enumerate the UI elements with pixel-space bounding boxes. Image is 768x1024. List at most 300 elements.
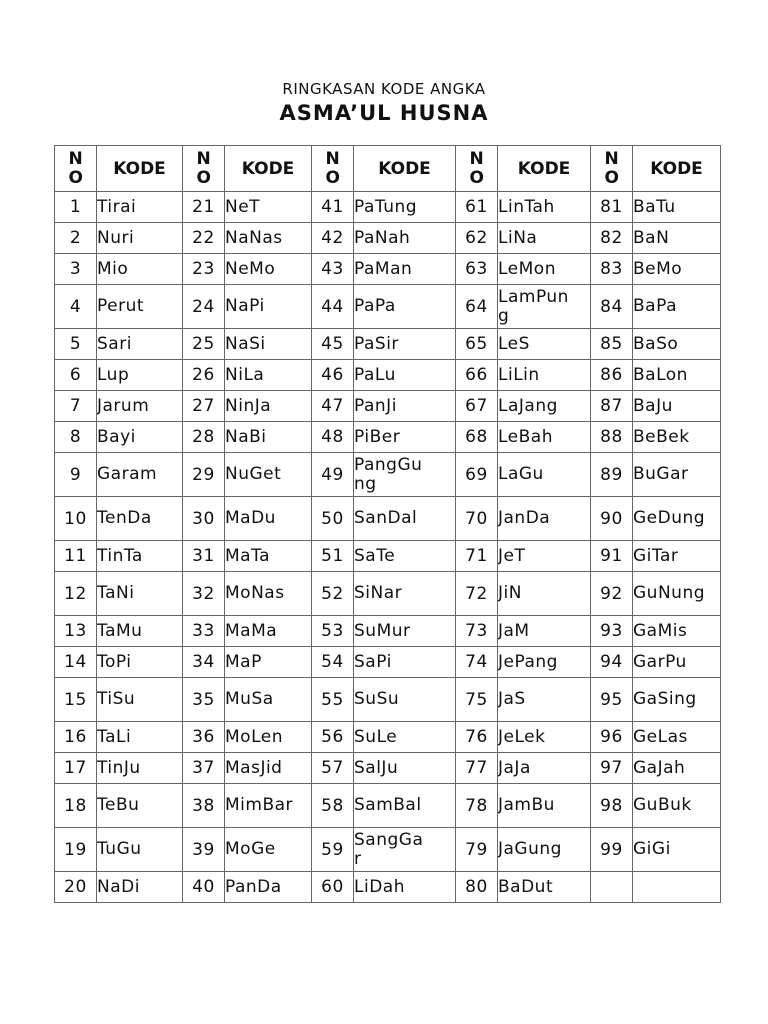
number-cell: 11 xyxy=(55,541,97,572)
number-cell: 13 xyxy=(55,616,97,647)
code-text: PaPa xyxy=(354,296,396,316)
number-cell: 15 xyxy=(55,678,97,722)
number-cell: 27 xyxy=(183,391,225,422)
code-text: GiTar xyxy=(633,545,679,566)
number-cell: 43 xyxy=(312,254,354,285)
table-row xyxy=(55,192,721,223)
code-text: LinTah xyxy=(498,196,555,217)
number-cell: 69 xyxy=(456,453,498,497)
code-text: BeMo xyxy=(633,258,683,279)
code-cell xyxy=(97,753,183,784)
code-text: SuSu xyxy=(354,689,400,709)
code-text: Jarum xyxy=(97,395,150,416)
code-text: GarPu xyxy=(633,651,687,672)
code-cell xyxy=(633,616,721,647)
code-cell xyxy=(97,254,183,285)
code-cell xyxy=(633,329,721,360)
code-text: SamBal xyxy=(354,795,422,815)
code-cell xyxy=(633,572,721,616)
code-cell xyxy=(97,541,183,572)
number-cell: 1 xyxy=(55,192,97,223)
code-text: NeT xyxy=(225,196,261,217)
code-text: JiN xyxy=(498,583,522,603)
number-cell: 14 xyxy=(55,647,97,678)
number-cell: 21 xyxy=(183,192,225,223)
code-text: PanDa xyxy=(225,876,282,897)
number-cell: 42 xyxy=(312,223,354,254)
code-text: MaTa xyxy=(225,545,271,566)
code-cell xyxy=(633,497,721,541)
code-cell xyxy=(354,753,456,784)
code-cell xyxy=(498,391,591,422)
number-cell: 23 xyxy=(183,254,225,285)
number-cell: 97 xyxy=(591,753,633,784)
table-row xyxy=(55,285,721,329)
code-cell xyxy=(97,828,183,872)
code-cell xyxy=(225,872,312,903)
table-row xyxy=(55,872,721,903)
code-text: LiNa xyxy=(498,227,538,248)
number-cell: 58 xyxy=(312,784,354,828)
code-text: BaJu xyxy=(633,395,673,416)
number-cell: 75 xyxy=(456,678,498,722)
code-text: GiGi xyxy=(633,839,671,859)
code-text: ToPi xyxy=(97,651,132,672)
number-cell: 68 xyxy=(456,422,498,453)
code-cell xyxy=(225,828,312,872)
code-text: PangGung xyxy=(354,454,423,494)
table-row xyxy=(55,223,721,254)
header-no xyxy=(312,146,354,192)
code-text: MuSa xyxy=(225,689,274,709)
header-kode: KODE xyxy=(498,146,591,192)
number-cell: 72 xyxy=(456,572,498,616)
number-cell: 79 xyxy=(456,828,498,872)
number-cell: 66 xyxy=(456,360,498,391)
code-cell xyxy=(354,784,456,828)
number-cell: 70 xyxy=(456,497,498,541)
code-text: LiDah xyxy=(354,876,405,897)
code-text: MoNas xyxy=(225,583,285,603)
number-cell: 96 xyxy=(591,722,633,753)
number-cell: 4 xyxy=(55,285,97,329)
code-cell xyxy=(97,647,183,678)
code-text: NaDi xyxy=(97,876,140,897)
header-no-label: NO xyxy=(196,148,211,188)
code-text: BuGar xyxy=(633,464,689,484)
code-cell xyxy=(354,497,456,541)
code-cell xyxy=(633,391,721,422)
code-cell xyxy=(354,647,456,678)
number-cell: 95 xyxy=(591,678,633,722)
code-cell xyxy=(97,678,183,722)
table-header-row xyxy=(55,146,721,192)
header-no-label: NO xyxy=(68,148,83,188)
number-cell: 86 xyxy=(591,360,633,391)
code-text: MoGe xyxy=(225,839,276,859)
number-cell: 80 xyxy=(456,872,498,903)
code-cell xyxy=(354,616,456,647)
code-cell xyxy=(498,784,591,828)
code-cell xyxy=(354,453,456,497)
code-text: GeDung xyxy=(633,508,706,528)
code-cell xyxy=(225,497,312,541)
number-cell: 56 xyxy=(312,722,354,753)
number-cell: 7 xyxy=(55,391,97,422)
code-cell xyxy=(225,572,312,616)
code-text: TaNi xyxy=(97,583,135,603)
number-cell: 63 xyxy=(456,254,498,285)
code-cell xyxy=(225,647,312,678)
number-cell: 98 xyxy=(591,784,633,828)
code-text: SaPi xyxy=(354,651,392,672)
code-cell xyxy=(498,285,591,329)
table-row xyxy=(55,616,721,647)
number-cell: 77 xyxy=(456,753,498,784)
code-text: GaMis xyxy=(633,620,688,641)
number-cell: 18 xyxy=(55,784,97,828)
header-no xyxy=(456,146,498,192)
code-text: PaMan xyxy=(354,258,413,279)
number-cell: 51 xyxy=(312,541,354,572)
code-text: LaJang xyxy=(498,395,558,416)
number-cell: 26 xyxy=(183,360,225,391)
code-cell xyxy=(633,192,721,223)
number-cell: 67 xyxy=(456,391,498,422)
code-text: PaTung xyxy=(354,196,418,217)
code-text: BaN xyxy=(633,227,670,248)
number-cell: 88 xyxy=(591,422,633,453)
code-text: NeMo xyxy=(225,258,276,279)
code-text: Perut xyxy=(97,296,145,316)
code-text: PaLu xyxy=(354,364,396,385)
code-cell xyxy=(354,722,456,753)
code-text: MaDu xyxy=(225,508,276,528)
document-subtitle: RINGKASAN KODE ANGKA xyxy=(282,80,486,98)
code-cell xyxy=(633,828,721,872)
code-text: GuBuk xyxy=(633,795,692,815)
code-cell xyxy=(498,192,591,223)
code-cell xyxy=(225,678,312,722)
code-text: JaGung xyxy=(498,839,562,859)
code-text: LeS xyxy=(498,333,530,354)
code-cell xyxy=(354,828,456,872)
code-text: TiSu xyxy=(97,689,136,709)
code-cell xyxy=(225,541,312,572)
code-cell xyxy=(354,678,456,722)
code-text: SiNar xyxy=(354,583,403,603)
code-text: NiLa xyxy=(225,364,265,385)
code-cell xyxy=(633,872,721,903)
number-cell: 52 xyxy=(312,572,354,616)
code-text: Nuri xyxy=(97,227,135,248)
code-text: SuLe xyxy=(354,726,398,747)
number-cell: 60 xyxy=(312,872,354,903)
table-row xyxy=(55,572,721,616)
code-text: NuGet xyxy=(225,464,282,484)
table-row xyxy=(55,422,721,453)
code-cell xyxy=(498,329,591,360)
number-cell: 46 xyxy=(312,360,354,391)
number-cell: 8 xyxy=(55,422,97,453)
table-row xyxy=(55,453,721,497)
number-cell: 50 xyxy=(312,497,354,541)
number-cell: 38 xyxy=(183,784,225,828)
code-cell xyxy=(225,360,312,391)
code-text: Mio xyxy=(97,258,129,279)
code-cell xyxy=(498,753,591,784)
code-cell xyxy=(354,391,456,422)
code-cell xyxy=(97,192,183,223)
number-cell: 24 xyxy=(183,285,225,329)
code-text: NinJa xyxy=(225,395,272,416)
number-cell: 93 xyxy=(591,616,633,647)
code-cell xyxy=(225,784,312,828)
code-cell xyxy=(498,572,591,616)
code-text: LamPung xyxy=(498,286,569,326)
code-cell xyxy=(225,422,312,453)
number-cell: 9 xyxy=(55,453,97,497)
number-cell: 30 xyxy=(183,497,225,541)
table-row xyxy=(55,753,721,784)
number-cell: 89 xyxy=(591,453,633,497)
document-title: ASMA’UL HUSNA xyxy=(279,101,489,125)
number-cell: 82 xyxy=(591,223,633,254)
code-text: LiLin xyxy=(498,364,540,385)
code-text: TeBu xyxy=(97,795,140,815)
number-cell: 34 xyxy=(183,647,225,678)
code-cell xyxy=(97,497,183,541)
code-cell xyxy=(97,572,183,616)
header-no-label: NO xyxy=(469,148,484,188)
code-cell xyxy=(633,422,721,453)
code-text: NaSi xyxy=(225,333,266,354)
code-text: Lup xyxy=(97,364,130,385)
code-text: JamBu xyxy=(498,795,555,815)
code-cell xyxy=(97,872,183,903)
table-row xyxy=(55,541,721,572)
number-cell: 28 xyxy=(183,422,225,453)
code-text: LeMon xyxy=(498,258,556,279)
code-cell xyxy=(498,647,591,678)
table-row xyxy=(55,254,721,285)
code-text: BaLon xyxy=(633,364,688,385)
number-cell: 45 xyxy=(312,329,354,360)
code-cell xyxy=(97,616,183,647)
code-text: NaBi xyxy=(225,426,267,447)
table-row xyxy=(55,360,721,391)
code-text: Sari xyxy=(97,333,132,354)
number-cell: 57 xyxy=(312,753,354,784)
number-cell: 59 xyxy=(312,828,354,872)
code-text: TinTa xyxy=(97,545,143,566)
code-cell xyxy=(354,541,456,572)
code-text: MasJid xyxy=(225,757,283,778)
code-text: GaSing xyxy=(633,689,697,709)
code-cell xyxy=(97,285,183,329)
code-cell xyxy=(97,391,183,422)
code-cell xyxy=(498,872,591,903)
code-cell xyxy=(354,254,456,285)
code-text: JaS xyxy=(498,689,526,709)
code-text: GuNung xyxy=(633,583,706,603)
number-cell: 92 xyxy=(591,572,633,616)
code-text: LeBah xyxy=(498,426,553,447)
number-cell: 20 xyxy=(55,872,97,903)
code-cell xyxy=(225,391,312,422)
code-text: BaTu xyxy=(633,196,676,217)
code-cell xyxy=(633,541,721,572)
code-cell xyxy=(225,616,312,647)
number-cell: 3 xyxy=(55,254,97,285)
table-row xyxy=(55,497,721,541)
code-text: TuGu xyxy=(97,839,142,859)
code-cell xyxy=(633,753,721,784)
number-cell: 55 xyxy=(312,678,354,722)
code-cell xyxy=(354,422,456,453)
code-cell xyxy=(498,422,591,453)
number-cell: 10 xyxy=(55,497,97,541)
code-cell xyxy=(225,285,312,329)
code-cell xyxy=(97,329,183,360)
code-text: PaNah xyxy=(354,227,411,248)
code-text: PiBer xyxy=(354,426,401,447)
code-text: BeBek xyxy=(633,426,690,447)
code-table xyxy=(54,145,721,903)
code-cell xyxy=(354,572,456,616)
number-cell: 25 xyxy=(183,329,225,360)
code-cell xyxy=(633,223,721,254)
code-cell xyxy=(97,784,183,828)
number-cell: 85 xyxy=(591,329,633,360)
code-cell xyxy=(354,329,456,360)
number-cell: 17 xyxy=(55,753,97,784)
number-cell: 36 xyxy=(183,722,225,753)
header-no xyxy=(591,146,633,192)
header-kode: KODE xyxy=(97,146,183,192)
number-cell: 81 xyxy=(591,192,633,223)
code-cell xyxy=(225,223,312,254)
number-cell: 61 xyxy=(456,192,498,223)
document-title-block xyxy=(0,78,768,126)
code-cell xyxy=(498,678,591,722)
code-cell xyxy=(97,453,183,497)
code-cell xyxy=(498,828,591,872)
number-cell: 62 xyxy=(456,223,498,254)
code-cell xyxy=(498,616,591,647)
number-cell xyxy=(591,872,633,903)
number-cell: 91 xyxy=(591,541,633,572)
code-text: NaNas xyxy=(225,227,283,248)
header-kode: KODE xyxy=(225,146,312,192)
number-cell: 22 xyxy=(183,223,225,254)
code-text: JePang xyxy=(498,651,558,672)
code-cell xyxy=(97,360,183,391)
code-cell xyxy=(225,453,312,497)
code-text: TaLi xyxy=(97,726,132,747)
code-text: JanDa xyxy=(498,508,551,528)
code-text: LaGu xyxy=(498,464,544,484)
code-text: MimBar xyxy=(225,795,294,815)
code-text: MaP xyxy=(225,651,262,672)
code-text: JeT xyxy=(498,545,526,566)
code-text: NaPi xyxy=(225,296,265,316)
number-cell: 90 xyxy=(591,497,633,541)
table-row xyxy=(55,391,721,422)
number-cell: 37 xyxy=(183,753,225,784)
code-cell xyxy=(97,223,183,254)
code-cell xyxy=(498,453,591,497)
code-text: Garam xyxy=(97,464,158,484)
code-cell xyxy=(225,329,312,360)
code-cell xyxy=(225,192,312,223)
number-cell: 2 xyxy=(55,223,97,254)
number-cell: 94 xyxy=(591,647,633,678)
number-cell: 49 xyxy=(312,453,354,497)
number-cell: 99 xyxy=(591,828,633,872)
number-cell: 84 xyxy=(591,285,633,329)
code-text: JaM xyxy=(498,620,530,641)
header-kode: KODE xyxy=(633,146,721,192)
header-no-label: NO xyxy=(325,148,340,188)
table-row xyxy=(55,329,721,360)
code-text: TaMu xyxy=(97,620,143,641)
number-cell: 12 xyxy=(55,572,97,616)
number-cell: 19 xyxy=(55,828,97,872)
table-row xyxy=(55,722,721,753)
code-text: PaSir xyxy=(354,333,399,354)
table-row xyxy=(55,828,721,872)
code-text: TinJu xyxy=(97,757,141,778)
code-cell xyxy=(633,254,721,285)
code-cell xyxy=(225,254,312,285)
code-text: SuMur xyxy=(354,620,411,641)
code-cell xyxy=(354,872,456,903)
code-text: JaJa xyxy=(498,757,531,778)
number-cell: 40 xyxy=(183,872,225,903)
code-cell xyxy=(498,541,591,572)
code-text: BaDut xyxy=(498,876,554,897)
number-cell: 35 xyxy=(183,678,225,722)
code-cell xyxy=(354,223,456,254)
code-text: SanDal xyxy=(354,508,418,528)
code-text: GeLas xyxy=(633,726,688,747)
table-row xyxy=(55,678,721,722)
number-cell: 33 xyxy=(183,616,225,647)
number-cell: 31 xyxy=(183,541,225,572)
code-text: GaJah xyxy=(633,757,686,778)
code-text: BaSo xyxy=(633,333,679,354)
number-cell: 29 xyxy=(183,453,225,497)
table-row xyxy=(55,647,721,678)
code-cell xyxy=(633,285,721,329)
code-cell xyxy=(97,722,183,753)
code-text: Bayi xyxy=(97,426,136,447)
code-cell xyxy=(225,753,312,784)
code-cell xyxy=(498,722,591,753)
code-cell xyxy=(498,497,591,541)
code-text: SangGar xyxy=(354,829,424,869)
code-cell xyxy=(633,784,721,828)
number-cell: 47 xyxy=(312,391,354,422)
code-cell xyxy=(633,647,721,678)
header-no xyxy=(183,146,225,192)
number-cell: 16 xyxy=(55,722,97,753)
number-cell: 48 xyxy=(312,422,354,453)
code-cell xyxy=(633,678,721,722)
code-text: JeLek xyxy=(498,726,546,747)
number-cell: 78 xyxy=(456,784,498,828)
